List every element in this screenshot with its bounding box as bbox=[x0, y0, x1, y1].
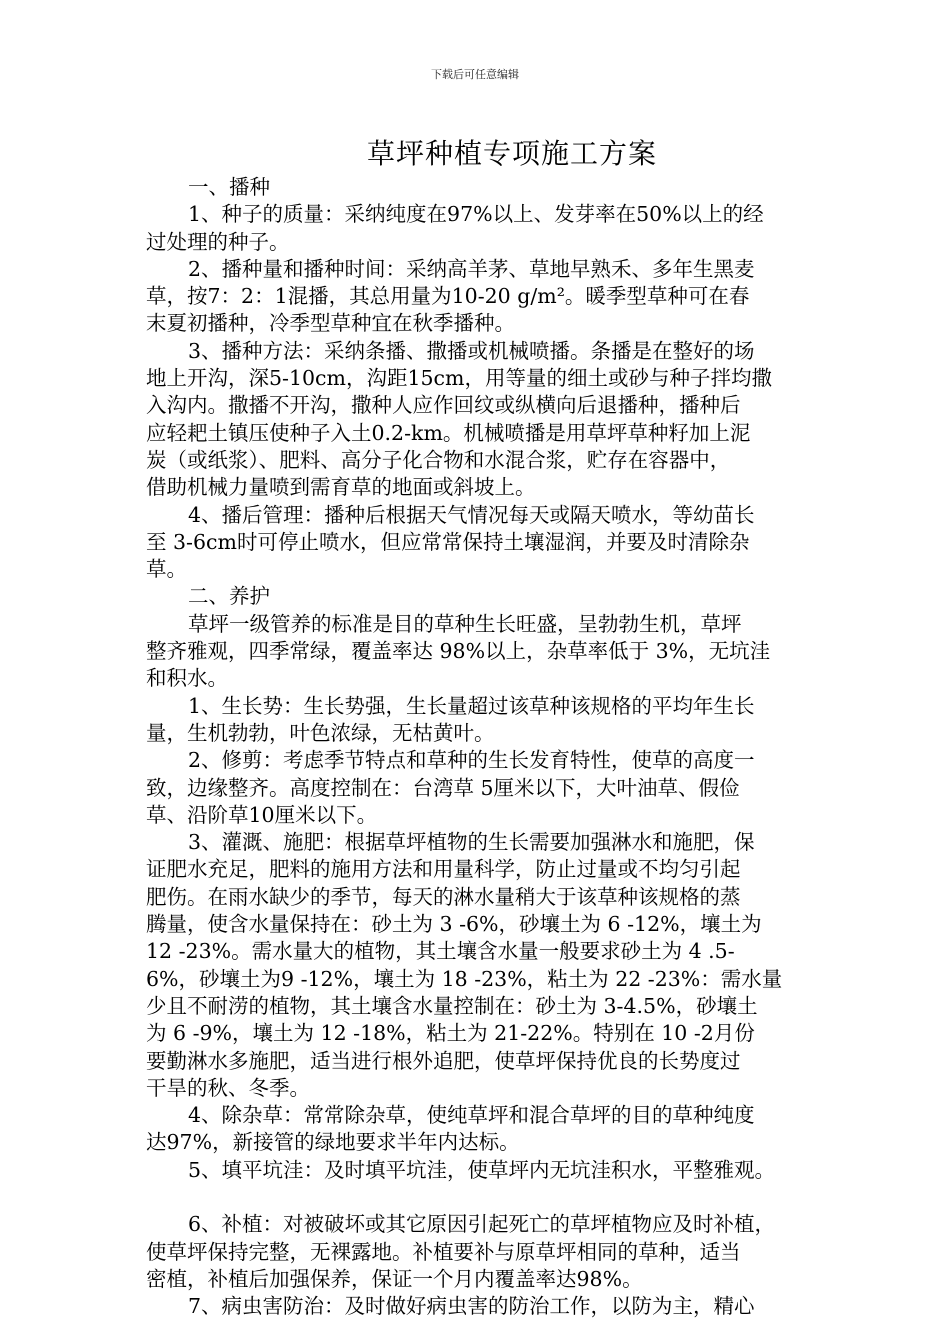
paragraph-line: 腾量，使含水量保持在：砂土为 3 -6%，砂壤土为 6 -12%，壤土为 bbox=[146, 912, 762, 937]
paragraph-line: 地上开沟，深5-10cm，沟距15cm，用等量的细土或砂与种子拌均撒 bbox=[146, 366, 772, 391]
paragraph-line: 4、除杂草：常常除杂草，使纯草坪和混合草坪的目的草种纯度 bbox=[188, 1103, 755, 1128]
paragraph-line: 6%，砂壤土为9 -12%，壤土为 18 -23%，粘土为 22 -23%：需水量 bbox=[146, 966, 783, 991]
paragraph-line: 12 -23%。需水量大的植物，其土壤含水量一般要求砂土为 4 .5- bbox=[146, 939, 735, 964]
paragraph-line: 草、沿阶草10厘米以下。 bbox=[146, 802, 378, 827]
paragraph-line: 证肥水充足，肥料的施用方法和用量科学，防止过量或不均匀引起 bbox=[146, 857, 741, 882]
paragraph-line: 过处理的种子。 bbox=[146, 229, 290, 254]
paragraph-line: 4、播后管理：播种后根据天气情况每天或隔天喷水，等幼苗长 bbox=[188, 502, 755, 527]
paragraph-line: 草，按7：2：1混播，其总用量为10-20 g/m²。暖季型草种可在春 bbox=[146, 284, 750, 309]
document-body bbox=[146, 174, 818, 1320]
paragraph-line: 7、病虫害防治：及时做好病虫害的防治工作，以防为主，精心 bbox=[188, 1294, 755, 1319]
header-note: 下载后可任意编辑 bbox=[431, 68, 519, 81]
paragraph-line: 肥伤。在雨水缺少的季节，每天的淋水量稍大于该草种该规格的蒸 bbox=[146, 884, 741, 909]
paragraph-line: 3、播种方法：采纳条播、撒播或机械喷播。条播是在整好的场 bbox=[188, 338, 755, 363]
paragraph-line: 应轻耙土镇压使种子入土0.2-km。机械喷播是用草坪草种籽加上泥 bbox=[146, 420, 751, 445]
paragraph-line: 至 3-6cm时可停止喷水，但应常常保持土壤湿润，并要及时清除杂 bbox=[146, 529, 750, 554]
paragraph-line: 末夏初播种，冷季型草种宜在秋季播种。 bbox=[146, 311, 515, 336]
paragraph-line: 量，生机勃勃，叶色浓绿，无枯黄叶。 bbox=[146, 720, 495, 745]
paragraph-line: 入沟内。撒播不开沟，撒种人应作回纹或纵横向后退播种，播种后 bbox=[146, 393, 741, 418]
paragraph-line: 使草坪保持完整，无裸露地。补植要补与原草坪相同的草种，适当 bbox=[146, 1239, 741, 1264]
paragraph-line: 干旱的秋、冬季。 bbox=[146, 1075, 310, 1100]
blank-line bbox=[146, 1184, 818, 1211]
paragraph-line: 借助机械力量喷到需育草的地面或斜坡上。 bbox=[146, 475, 536, 500]
paragraph-line: 草坪一级管养的标准是目的草种生长旺盛，呈勃勃生机，草坪 bbox=[188, 611, 742, 636]
paragraph-line: 2、播种量和播种时间：采纳高羊茅、草地早熟禾、多年生黑麦 bbox=[188, 256, 755, 281]
paragraph-line: 6、补植：对被破坏或其它原因引起死亡的草坪植物应及时补植， bbox=[188, 1212, 776, 1237]
paragraph-line: 整齐雅观，四季常绿，覆盖率达 98%以上，杂草率低于 3%，无坑洼 bbox=[146, 639, 771, 664]
paragraph-line: 少且不耐涝的植物，其土壤含水量控制在：砂土为 3-4.5%，砂壤土 bbox=[146, 993, 758, 1018]
section-heading: 一、播种 bbox=[188, 175, 270, 199]
paragraph-line: 1、种子的质量：采纳纯度在97%以上、发芽率在50%以上的经 bbox=[188, 202, 764, 227]
paragraph-line: 3、灌溉、施肥：根据草坪植物的生长需要加强淋水和施肥，保 bbox=[188, 830, 755, 855]
paragraph-line: 达97%，新接管的绿地要求半年内达标。 bbox=[146, 1130, 520, 1155]
paragraph-line: 密植，补植后加强保养，保证一个月内覆盖率达98%。 bbox=[146, 1266, 643, 1291]
paragraph-line: 致，边缘整齐。高度控制在：台湾草 5厘米以下，大叶油草、假俭 bbox=[146, 775, 740, 800]
section-heading: 二、养护 bbox=[188, 584, 270, 609]
paragraph-line: 要勤淋水多施肥，适当进行根外追肥，使草坪保持优良的长势度过 bbox=[146, 1048, 741, 1073]
document-title: 草坪种植专项施工方案 bbox=[366, 137, 657, 170]
paragraph-line: 2、修剪：考虑季节特点和草种的生长发育特性，使草的高度一 bbox=[188, 748, 755, 773]
paragraph-line: 5、填平坑洼：及时填平坑洼，使草坪内无坑洼积水，平整雅观。 bbox=[188, 1157, 776, 1182]
paragraph-line: 草。 bbox=[146, 557, 187, 582]
paragraph-line: 为 6 -9%，壤土为 12 -18%，粘土为 21-22%。特别在 10 -2月份 bbox=[146, 1021, 755, 1046]
paragraph-line: 炭（或纸浆）、肥料、高分子化合物和水混合浆，贮存在容器中， bbox=[146, 447, 731, 472]
paragraph-line: 1、生长势：生长势强，生长量超过该草种该规格的平均年生长 bbox=[188, 693, 755, 718]
paragraph-line: 和积水。 bbox=[146, 666, 228, 691]
